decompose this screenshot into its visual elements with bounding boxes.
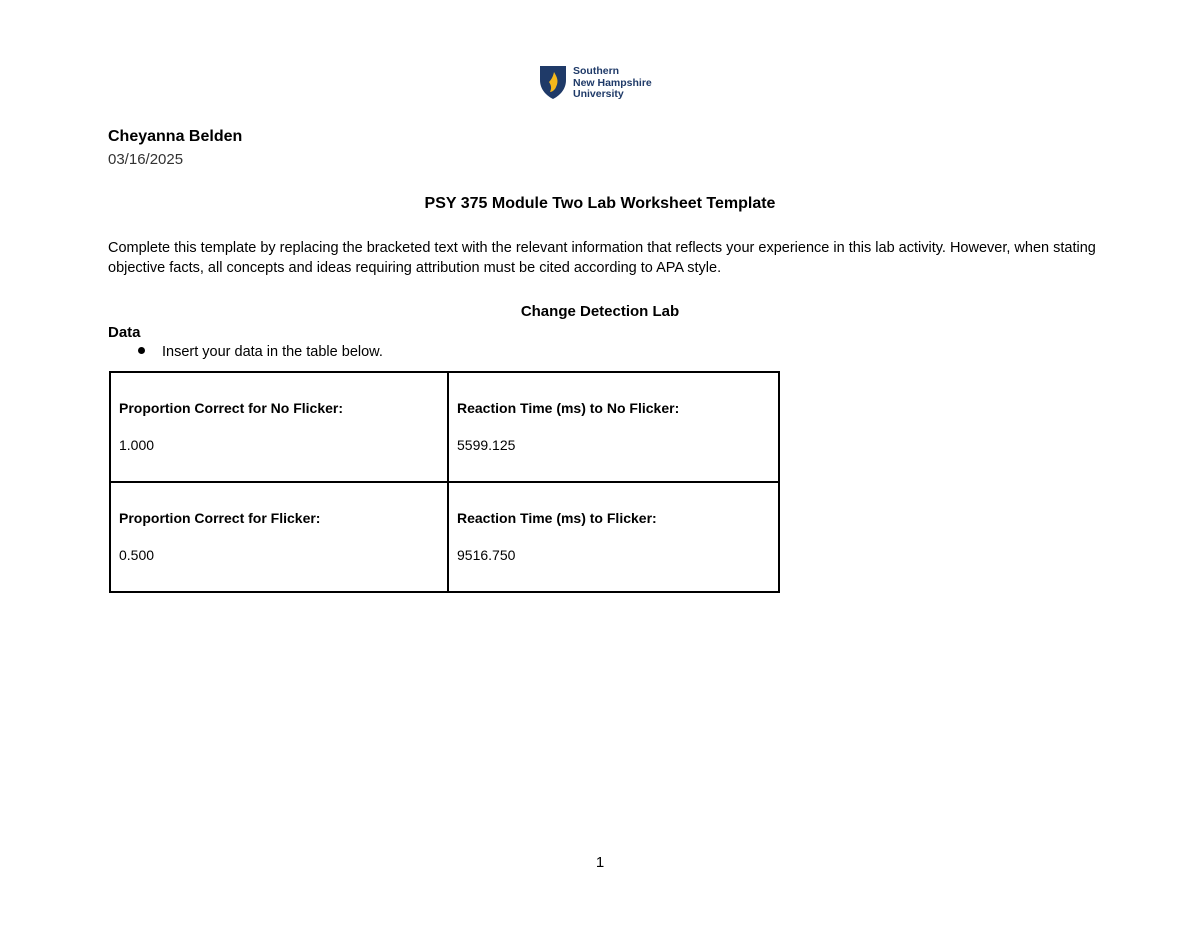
table-row — [110, 482, 779, 592]
section-title: Change Detection Lab — [520, 303, 680, 320]
cell-value: 9516.750 — [457, 547, 516, 563]
logo-line-1: Southern — [573, 65, 620, 77]
cell-label: Proportion Correct for No Flicker: — [119, 400, 344, 416]
table-cell — [448, 482, 779, 592]
author-name: Cheyanna Belden — [108, 128, 243, 145]
table-cell — [448, 372, 779, 482]
instructions-paragraph: Complete this template by replacing the bracketed text with the relevant information that reflects your experience in this lab activity. However, when stating objective facts, all concepts and ideas requiring attribution must be cited according to APA style. — [108, 240, 1096, 276]
document-date: 03/16/2025 — [108, 151, 184, 168]
document-title: PSY 375 Module Two Lab Worksheet Template — [424, 195, 776, 212]
page-number: 1 — [595, 854, 605, 871]
logo-line-2: New Hampshire — [573, 76, 652, 89]
table-row — [110, 372, 779, 482]
data-table — [109, 371, 780, 593]
cell-label: Proportion Correct for Flicker: — [119, 510, 321, 526]
snhu-shield-flame-icon — [538, 64, 568, 100]
bullet-item — [138, 344, 383, 360]
cell-value: 5599.125 — [457, 437, 516, 453]
cell-value: 0.500 — [119, 547, 155, 563]
bullet-icon — [138, 347, 145, 354]
cell-label: Reaction Time (ms) to Flicker: — [457, 510, 657, 526]
university-logo — [538, 64, 668, 104]
cell-label: Reaction Time (ms) to No Flicker: — [457, 400, 680, 416]
logo-wordmark — [573, 66, 652, 101]
table-cell — [110, 372, 448, 482]
data-heading: Data — [108, 324, 141, 341]
cell-value: 1.000 — [119, 437, 155, 453]
bullet-text: Insert your data in the table below. — [162, 344, 383, 360]
logo-line-3: University — [573, 88, 624, 100]
table-cell — [110, 482, 448, 592]
